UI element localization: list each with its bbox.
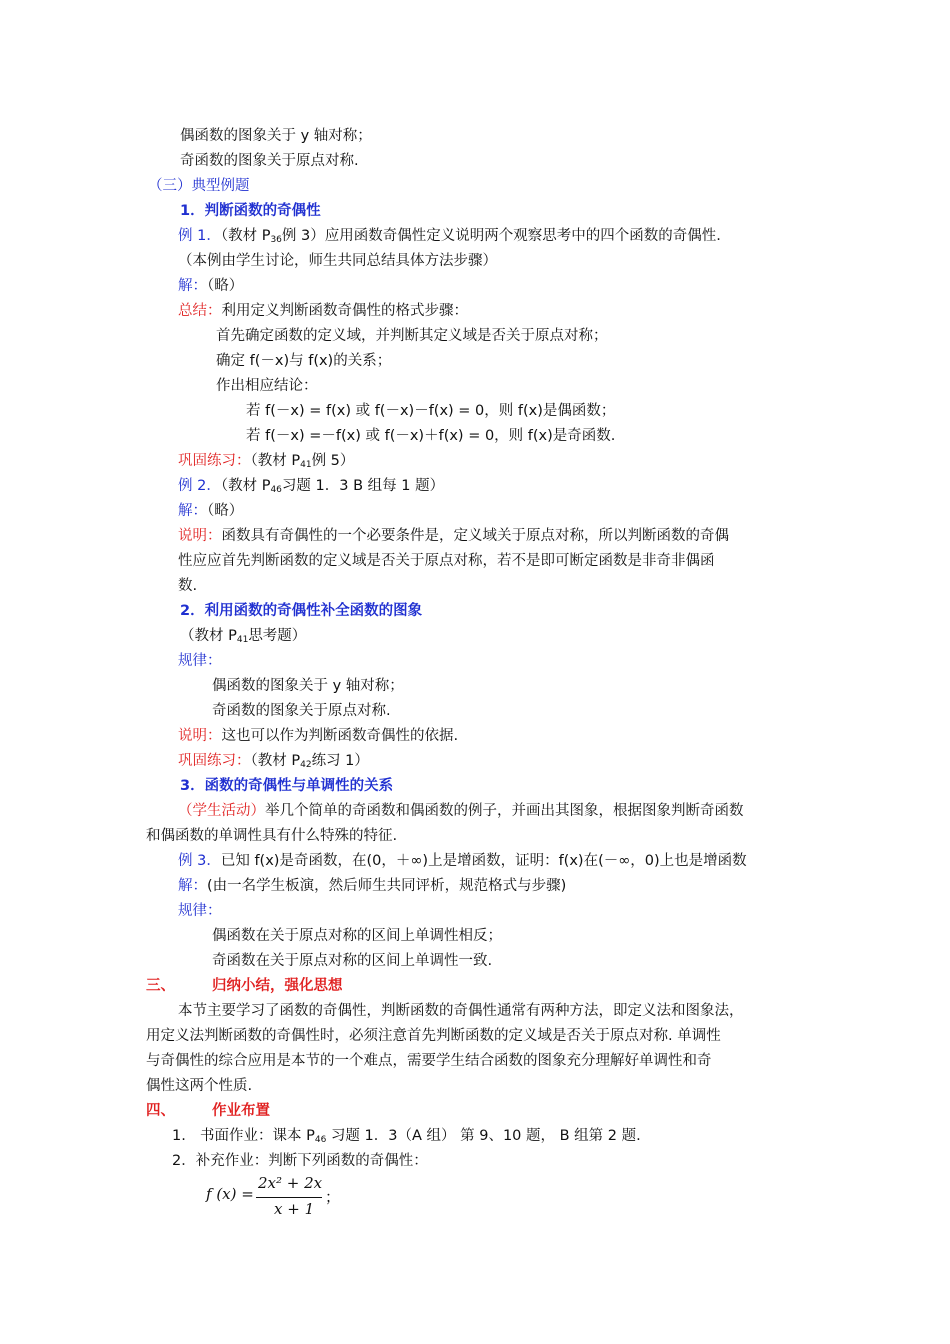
rule-line: 奇函数的图象关于原点对称. <box>212 703 391 719</box>
text-line: 性应应首先判断函数的定义域是否关于原点对称，若不是即可断定函数是非奇非偶函 <box>178 553 715 569</box>
practice-text: （教材 P <box>250 453 301 469</box>
homework-text: 书面作业：课本 P <box>200 1128 315 1144</box>
practice-1 <box>178 451 354 471</box>
student-activity <box>178 801 744 821</box>
solution-text: (由一名学生板演，然后师生共同评析，规范格式与步骤) <box>207 878 567 894</box>
note-text: 这也可以作为判断函数奇偶性的依据. <box>221 728 459 744</box>
subsection-heading: 1．判断函数的奇偶性 <box>180 203 321 219</box>
note-2 <box>178 726 458 746</box>
paragraph-line: 用定义法判断函数的奇偶性时，必须注意首先判断函数的定义域是否关于原点对称. 单调性 <box>146 1028 721 1044</box>
section-title: 归纳小结，强化思想 <box>212 978 343 994</box>
example-text: 习题 1．3 B 组每 1 题） <box>281 478 445 494</box>
example-label: 例 3． <box>178 853 221 869</box>
text-line: 数. <box>178 578 198 594</box>
example-label: 例 2． <box>178 478 221 494</box>
formula-numerator: 2x² + 2x <box>258 1174 323 1192</box>
solution-2 <box>178 501 243 521</box>
summary-text: 利用定义判断函数奇偶性的格式步骤： <box>221 303 468 319</box>
example-2 <box>178 476 444 496</box>
text-line: 偶函数的图象关于 y 轴对称； <box>180 128 372 144</box>
page-subscript: 46 <box>314 1135 327 1145</box>
activity-label: （学生活动） <box>178 803 265 819</box>
formula-lhs: f (x) = <box>206 1185 254 1203</box>
note-text: 函数具有奇偶性的一个必要条件是，定义域关于原点对称，所以判断函数的奇偶 <box>221 528 729 544</box>
solution-text: （略） <box>207 278 244 294</box>
fraction-bar <box>256 1197 322 1198</box>
section-number: 四、 <box>146 1103 175 1119</box>
solution-label: 解： <box>178 278 207 294</box>
practice-text: （教材 P <box>250 753 301 769</box>
activity-text: 举几个简单的奇函数和偶函数的例子，并画出其图象，根据图象判断奇函数 <box>265 803 744 819</box>
text-line: （本例由学生讨论，师生共同总结具体方法步骤） <box>178 253 497 269</box>
summary-label: 总结： <box>178 303 222 319</box>
rule-label: 规律： <box>178 653 222 669</box>
page-subscript: 46 <box>270 485 282 495</box>
rule-line: 奇函数在关于原点对称的区间上单调性一致. <box>212 953 493 969</box>
solution-text: （略） <box>207 503 244 519</box>
example-1 <box>178 226 721 246</box>
step-line: 作出相应结论： <box>216 378 318 394</box>
practice-text: 例 5） <box>311 453 355 469</box>
section-title: 作业布置 <box>212 1103 270 1119</box>
example-text: （教材 P <box>220 228 271 244</box>
note-label: 说明： <box>178 728 222 744</box>
example-text: （教材 P <box>220 478 271 494</box>
rule-line: 偶函数在关于原点对称的区间上单调性相反； <box>212 928 502 944</box>
rule-line: 偶函数的图象关于 y 轴对称； <box>212 678 404 694</box>
reference-line <box>180 626 306 646</box>
practice-label: 巩固练习： <box>178 753 251 769</box>
section-number: 三、 <box>146 978 175 994</box>
formula-fraction <box>198 1168 398 1228</box>
note-label: 说明： <box>178 528 222 544</box>
practice-text: 练习 1） <box>311 753 369 769</box>
subsection-heading: 2．利用函数的奇偶性补全函数的图象 <box>180 603 423 619</box>
page-subscript: 42 <box>300 760 312 770</box>
homework-item: 2．补充作业：判断下列函数的奇偶性： <box>172 1153 428 1169</box>
reference-text: 思考题） <box>248 628 307 644</box>
page-subscript: 41 <box>236 635 249 645</box>
paragraph-line: 偶性这两个性质. <box>146 1078 253 1094</box>
step-line: 确定 f(－x)与 f(x)的关系； <box>216 353 392 369</box>
solution-label: 解： <box>178 878 207 894</box>
subsection-heading: 3．函数的奇偶性与单调性的关系 <box>180 778 394 794</box>
step-line: 首先确定函数的定义域，并判断其定义域是否关于原点对称； <box>216 328 608 344</box>
solution-3 <box>178 876 566 896</box>
formula-denominator: x + 1 <box>274 1200 315 1218</box>
solution-1 <box>178 276 243 296</box>
paragraph-line: 与奇偶性的综合应用是本节的一个难点，需要学生结合函数的图象充分理解好单调性和奇 <box>146 1053 712 1069</box>
example-text: 已知 f(x)是奇函数，在(0，＋∞)上是增函数，证明：f(x)在(－∞，0)上也是增函数 <box>220 853 747 869</box>
rule-label: 规律： <box>178 903 222 919</box>
text-line: 奇函数的图象关于原点对称. <box>180 153 359 169</box>
practice-label: 巩固练习： <box>178 453 251 469</box>
example-3 <box>178 851 747 871</box>
homework-item-number: 1. <box>172 1128 186 1144</box>
note-1 <box>178 526 729 546</box>
paragraph-line: 本节主要学习了函数的奇偶性，判断函数的奇偶性通常有两种方法，即定义法和图象法， <box>178 1003 744 1019</box>
formula-semicolon: ； <box>325 1188 341 1206</box>
text-line: 和偶函数的单调性具有什么特殊的特征. <box>146 828 398 844</box>
condition-line: 若 f(－x) = f(x) 或 f(－x)－f(x) = 0，则 f(x)是偶函数； <box>246 403 616 419</box>
page-subscript: 41 <box>300 460 312 470</box>
solution-label: 解： <box>178 503 207 519</box>
example-text: 例 3）应用函数奇偶性定义说明两个观察思考中的四个函数的奇偶性. <box>281 228 721 244</box>
homework-item <box>200 1126 641 1146</box>
reference-text: （教材 P <box>180 628 237 644</box>
example-label: 例 1． <box>178 228 221 244</box>
section-heading: （三）典型例题 <box>148 178 250 194</box>
practice-2 <box>178 751 369 771</box>
homework-text: 习题 1．3（A 组） 第 9、10 题， B 组第 2 题. <box>326 1128 641 1144</box>
summary <box>178 301 468 321</box>
condition-line: 若 f(－x) =－f(x) 或 f(－x)＋f(x) = 0，则 f(x)是奇函数. <box>246 428 616 444</box>
page-subscript: 36 <box>270 235 282 245</box>
